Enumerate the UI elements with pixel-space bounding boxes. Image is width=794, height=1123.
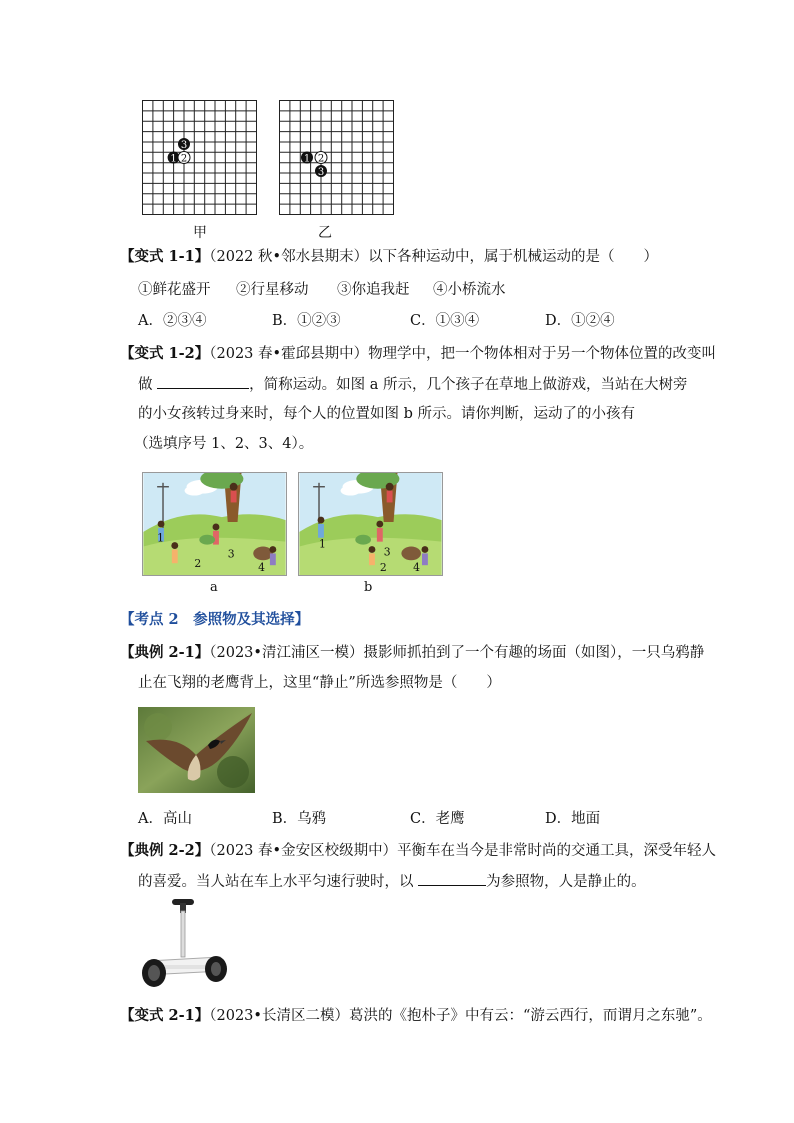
crow-on-eagle-photo <box>138 707 255 793</box>
option-d[interactable]: D．①②④ <box>545 313 615 329</box>
question-tag: 【变式 1-2】 <box>120 345 210 362</box>
item-2: ②行星移动 <box>236 282 309 298</box>
question-text: 做 <box>138 377 153 393</box>
example-2-2-line2 <box>138 871 646 892</box>
question-text: 的喜爱。当人站在车上水平匀速行驶时，以 <box>138 874 414 890</box>
figure-label-left: 甲 <box>193 225 207 241</box>
option-a[interactable]: A．②③④ <box>138 313 207 329</box>
kid-number: 1 <box>319 537 326 551</box>
option-c[interactable]: C．①③④ <box>410 313 480 329</box>
example-2-1-line2: 止在飞翔的老鹰背上，这里“静止”所选参照物是（ ） <box>138 675 501 691</box>
example-2-1-line1 <box>120 643 704 663</box>
question-2-1-line1 <box>120 1006 712 1026</box>
question-text: 摄影师抓拍到了一个有趣的场面（如图），一只乌鸦静 <box>363 645 705 661</box>
item-3: ③你追我赶 <box>337 282 410 298</box>
option-b[interactable]: B．乌鸦 <box>272 811 327 827</box>
svg-text:2: 2 <box>180 153 188 165</box>
question-text: 以下各种运动中，属于机械运动的是（ ） <box>368 249 659 265</box>
answer-blank[interactable] <box>157 374 249 389</box>
option-d[interactable]: D．地面 <box>545 811 601 827</box>
question-text: ，简称运动。如图 a 所示，几个孩子在草地上做游戏，当站在大树旁 <box>249 377 688 393</box>
go-board-left <box>142 100 257 215</box>
kid-number: 2 <box>194 557 202 571</box>
figure-b-label: b <box>364 580 373 595</box>
kid-number: 1 <box>157 531 164 545</box>
svg-text:2: 2 <box>317 153 325 165</box>
question-text: 葛洪的《抱朴子》中有云：“游云西行，而谓月之东驰”。 <box>348 1008 712 1024</box>
question-source: （2022 秋•邻水县期末） <box>209 249 369 265</box>
kid-number: 4 <box>258 561 266 575</box>
item-1: ①鲜花盛开 <box>138 282 211 298</box>
example-2-2-line1 <box>120 841 716 861</box>
svg-text:1: 1 <box>303 153 311 165</box>
question-source: （2023 春•霍邱县期中） <box>209 346 369 362</box>
question-source: （2023 春•金安区校级期中） <box>209 843 398 859</box>
svg-text:3: 3 <box>317 167 325 178</box>
question-text: 平衡车在当今是非常时尚的交通工具，深受年轻人 <box>397 843 717 859</box>
svg-text:3: 3 <box>180 140 188 151</box>
question-source: （2023•清江浦区一模） <box>209 645 364 661</box>
question-text: 为参照物，人是静止的。 <box>486 874 646 890</box>
go-board-right <box>279 100 394 215</box>
question-tag: 【变式 1-1】 <box>120 248 210 265</box>
answer-blank[interactable] <box>418 871 486 886</box>
question-tag: 【变式 2-1】 <box>120 1007 210 1024</box>
question-1-2-line1 <box>120 344 716 364</box>
question-tag: 【典例 2-1】 <box>120 644 210 661</box>
option-c[interactable]: C．老鹰 <box>410 811 465 827</box>
question-1-1-stem <box>120 247 658 267</box>
playground-figure-b <box>298 472 443 576</box>
question-1-2-line2 <box>138 374 687 395</box>
balance-scooter-image <box>136 895 232 991</box>
section-title: 【考点 2 参照物及其选择】 <box>120 611 310 628</box>
figure-label-right: 乙 <box>318 225 332 241</box>
svg-text:1: 1 <box>170 153 177 165</box>
question-tag: 【典例 2-2】 <box>120 842 210 859</box>
kid-number: 3 <box>227 547 235 561</box>
option-a[interactable]: A．高山 <box>138 811 192 827</box>
playground-figure-a <box>142 472 287 576</box>
item-4: ④小桥流水 <box>433 282 506 298</box>
kid-number: 4 <box>413 561 421 575</box>
question-1-2-line3: 的小女孩转过身来时，每个人的位置如图 b 所示。请你判断，运动了的小孩有 <box>138 406 635 422</box>
figure-a-label: a <box>210 580 218 595</box>
option-b[interactable]: B．①②③ <box>272 313 341 329</box>
kid-number: 3 <box>383 545 391 559</box>
kid-number: 2 <box>379 561 387 575</box>
question-source: （2023•长清区二模） <box>209 1008 349 1024</box>
question-1-2-line4: （选填序号 1、2、3、4）。 <box>134 436 314 452</box>
question-text: 物理学中，把一个物体相对于另一个物体位置的改变叫 <box>368 346 717 362</box>
